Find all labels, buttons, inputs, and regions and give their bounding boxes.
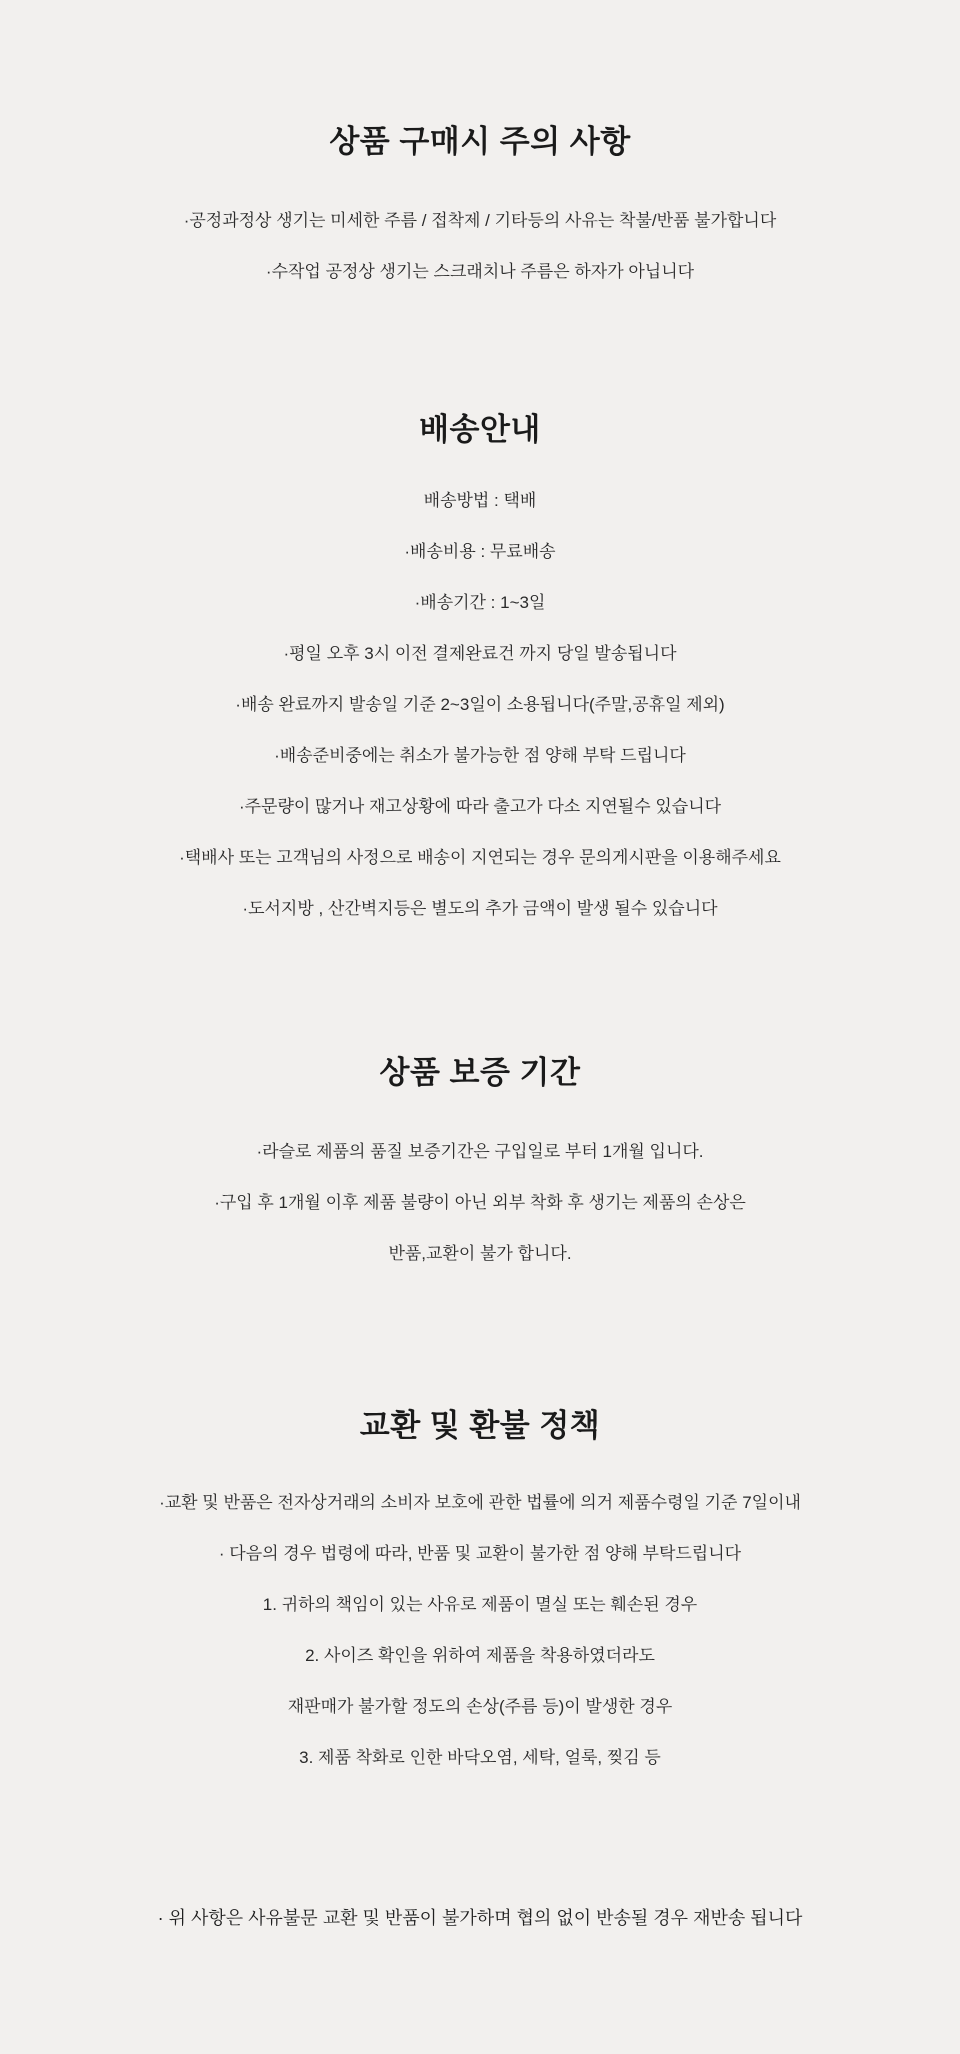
shipping-line: ·배송비용 : 무료배송	[404, 542, 556, 562]
section-purchase-notice	[0, 0, 960, 289]
shipping-line: ·주문량이 많거나 재고상황에 따라 출고가 다소 지연될수 있습니다	[238, 797, 722, 817]
policy-line: 2. 사이즈 확인을 위하여 제품을 착용하였더라도	[305, 1646, 655, 1666]
shipping-line: ·배송기간 : 1~3일	[414, 593, 546, 613]
section-warranty-period	[0, 943, 960, 1271]
warranty-line: 반품,교환이 불가 합니다.	[388, 1244, 572, 1264]
section-title-shipping-info: 배송안내	[419, 411, 541, 447]
policy-line: · 다음의 경우 법령에 따라, 반품 및 교환이 불가한 점 양해 부탁드립니다	[218, 1544, 742, 1564]
warranty-line: ·구입 후 1개월 이후 제품 불량이 아닌 외부 착화 후 생기는 제품의 손상은	[214, 1193, 746, 1213]
policy-line: ·교환 및 반품은 전자상거래의 소비자 보호에 관한 법률에 의거 제품수령일 기준 7일이내	[159, 1493, 801, 1513]
shipping-line: 배송방법 : 택배	[423, 491, 537, 511]
warranty-line: ·라슬로 제품의 품질 보증기간은 구입일로 부터 1개월 입니다.	[256, 1142, 704, 1162]
section-title-exchange-refund-policy: 교환 및 환불 정책	[359, 1407, 601, 1443]
shipping-line: ·택배사 또는 고객님의 사정으로 배송이 지연되는 경우 문의게시판을 이용해주세요	[179, 848, 781, 868]
section-exchange-refund-policy	[0, 1288, 960, 1775]
notice-line: ·공정과정상 생기는 미세한 주름 / 접착제 / 기타등의 사유는 착불/반품 불가합니다	[183, 211, 777, 231]
shipping-line: ·평일 오후 3시 이전 결제완료건 까지 당일 발송됩니다	[283, 644, 677, 664]
shipping-line: ·배송 완료까지 발송일 기준 2~3일이 소용됩니다(주말,공휴일 제외)	[235, 695, 725, 715]
shipping-line: ·도서지방 , 산간벽지등은 별도의 추가 금액이 발생 될수 있습니다	[242, 899, 718, 919]
policy-line: 재판매가 불가할 정도의 손상(주름 등)이 발생한 경우	[287, 1697, 673, 1717]
section-title-purchase-notice: 상품 구매시 주의 사항	[329, 123, 631, 159]
policy-line: 1. 귀하의 책임이 있는 사유로 제품이 멸실 또는 훼손된 경우	[262, 1595, 698, 1615]
shipping-line: ·배송준비중에는 취소가 불가능한 점 양해 부탁 드립니다	[274, 746, 686, 766]
policy-line: 3. 제품 착화로 인한 바닥오염, 세탁, 얼룩, 찢김 등	[299, 1748, 661, 1768]
section-title-warranty-period: 상품 보증 기간	[379, 1054, 581, 1090]
footer-note: · 위 사항은 사유불문 교환 및 반품이 불가하며 협의 없이 반송될 경우 재반송 됩니다	[157, 1908, 803, 1929]
section-shipping-info	[0, 306, 960, 926]
notice-line: ·수작업 공정상 생기는 스크래치나 주름은 하자가 아닙니다	[265, 262, 695, 282]
